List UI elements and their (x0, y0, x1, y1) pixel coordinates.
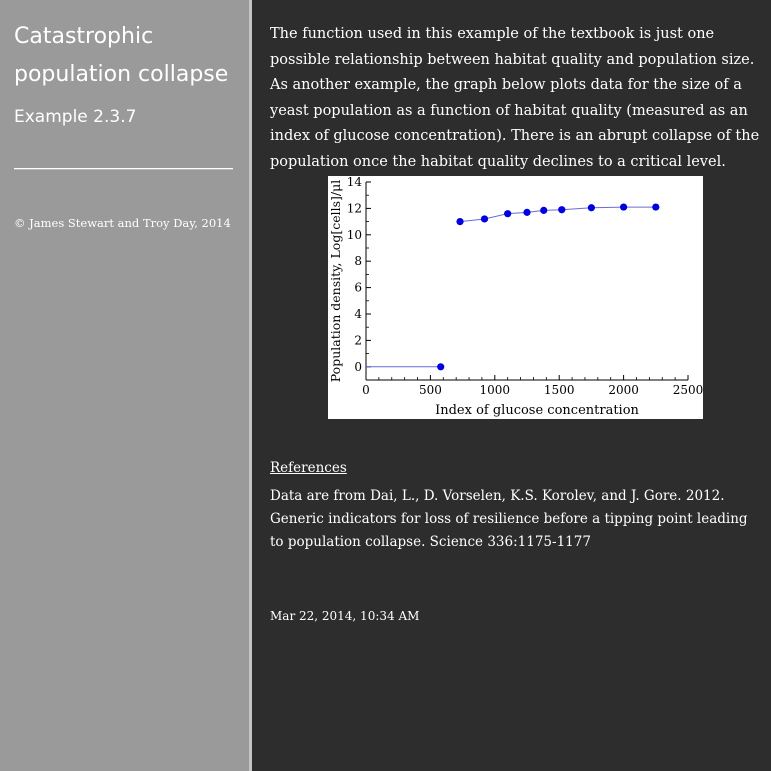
example-number: Example 2.3.7 (14, 107, 137, 127)
references-text: Data are from Dai, L., D. Vorselen, K.S. Korolev, and J. Gore. 2012. Generic indicators for loss of resilience before a tipping point leading to population collapse. Science 336:1175-1177 (270, 488, 748, 550)
y-tick-label: 12 (346, 201, 362, 216)
data-point (540, 207, 547, 214)
data-point (523, 209, 530, 216)
y-tick-label: 8 (354, 254, 362, 269)
data-point (481, 215, 488, 222)
y-tick-label: 4 (354, 307, 362, 321)
y-tick-label: 0 (354, 359, 362, 374)
x-tick-label: 2000 (608, 383, 639, 397)
sidebar-divider (14, 168, 233, 170)
timestamp: Mar 22, 2014, 10:34 AM (270, 609, 420, 623)
data-point (652, 203, 659, 210)
y-tick-label: 10 (346, 227, 362, 242)
chart-svg (328, 176, 703, 419)
x-tick-label: 2500 (672, 383, 703, 397)
population-chart (328, 176, 703, 419)
sidebar-border (249, 0, 252, 771)
x-tick-label: 1500 (543, 383, 575, 397)
page-title: Catastrophic population collapse (14, 24, 229, 87)
intro-paragraph: The function used in this example of the textbook is just one possible relationship between habitat quality and population size. As another example, the graph below plots data for the size of a yeast population as a function of habitat quality (measured as an index of glucose concentration). There is an abrupt collapse of the population once the habitat quality declines to a critical level. (270, 26, 760, 170)
data-point (437, 363, 444, 370)
x-tick-label: 500 (418, 383, 442, 397)
x-tick-label: 0 (362, 383, 370, 397)
references-heading: References (270, 460, 347, 476)
data-point (588, 204, 595, 211)
x-tick-label: 1000 (479, 383, 511, 397)
x-axis-label: Index of glucose concentration (435, 403, 639, 418)
y-tick-label: 2 (354, 333, 362, 348)
data-point (456, 218, 463, 225)
data-point (504, 210, 511, 217)
y-tick-label: 14 (346, 176, 362, 189)
y-tick-label: 6 (354, 280, 362, 295)
y-axis-label: Population density, Log[cells]/μl (328, 179, 343, 383)
data-point (620, 203, 627, 210)
sidebar (0, 0, 249, 771)
copyright-notice: © James Stewart and Troy Day, 2014 (14, 216, 231, 230)
data-point (558, 206, 565, 213)
